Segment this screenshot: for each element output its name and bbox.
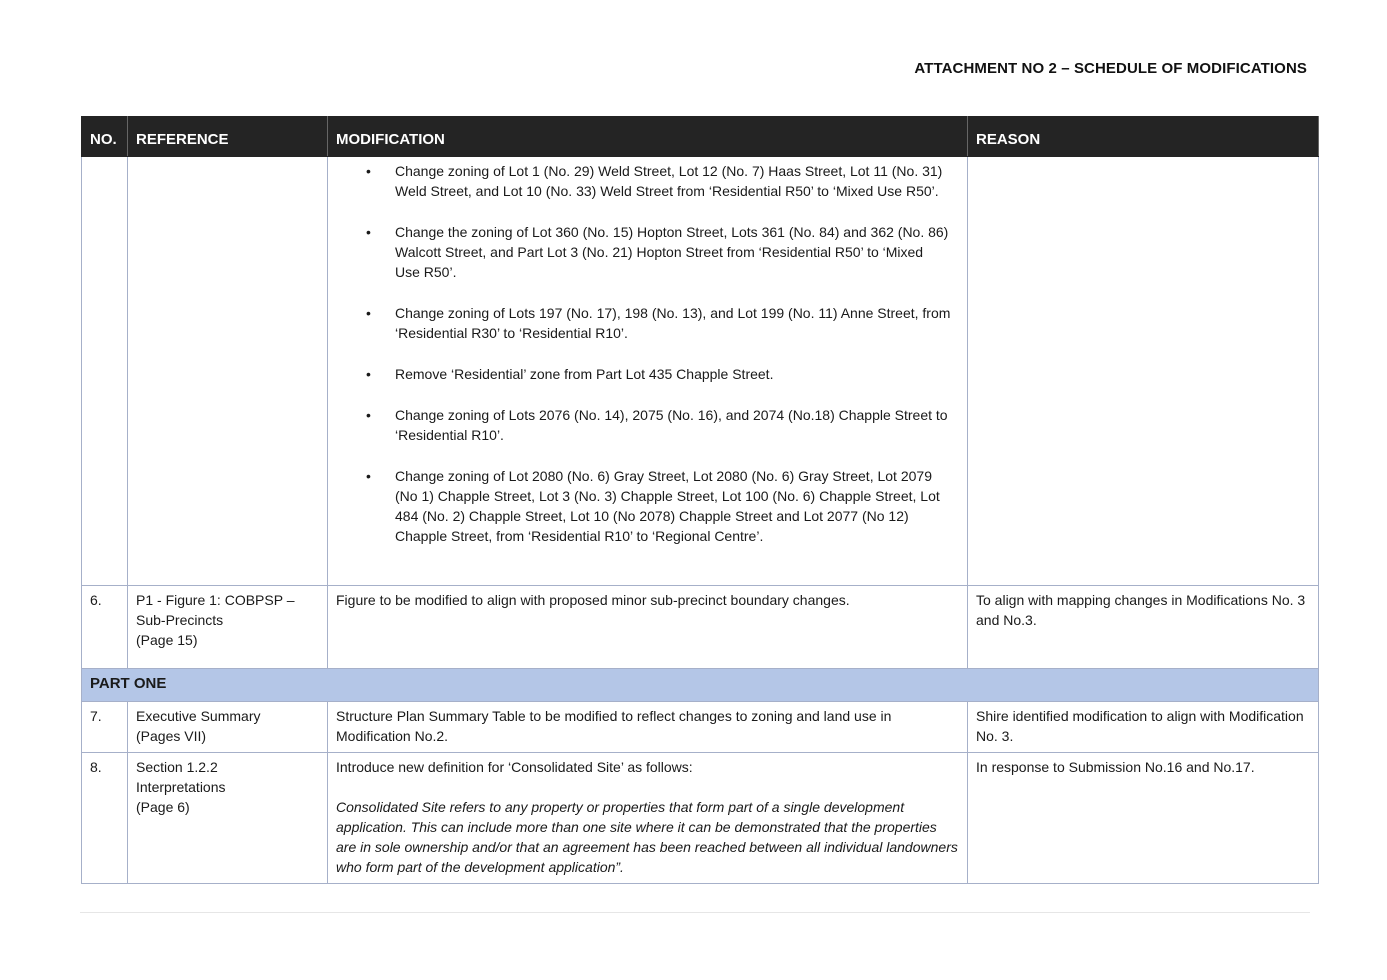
cell-modification: Structure Plan Summary Table to be modified to reflect changes to zoning and land use in Modification No.2. (328, 702, 968, 753)
cell-no: 6. (82, 586, 128, 669)
cell-reason: To align with mapping changes in Modifications No. 3 and No.3. (968, 586, 1319, 669)
reference-line: Executive Summary (136, 708, 261, 724)
reference-line: Section 1.2.2 (136, 759, 218, 775)
list-item: • Remove ‘Residential’ zone from Part Lot 435 Chapple Street. (366, 366, 774, 382)
cell-reason (968, 157, 1319, 586)
footer-divider (80, 912, 1310, 913)
cell-reference (128, 753, 328, 884)
modification-intro: Introduce new definition for ‘Consolidated Site’ as follows: (336, 759, 693, 775)
reference-line: (Pages VII) (136, 728, 207, 744)
cell-reference (128, 157, 328, 586)
column-header-no: NO. (82, 117, 128, 157)
list-item: • Change zoning of Lot 1 (No. 29) Weld Street, Lot 12 (No. 7) Haas Street, Lot 11 (No. 31) Weld Street, and Lot 10 (No. 33) Weld Street from ‘Residential R50’ to ‘Mixed Use R50’. (366, 163, 943, 199)
reference-line: (Page 6) (136, 799, 190, 815)
list-item: • Change zoning of Lots 2076 (No. 14), 2075 (No. 16), and 2074 (No.18) Chapple Street to ‘Residential R10’. (366, 407, 948, 443)
cell-no: 7. (82, 702, 128, 753)
section-label: PART ONE (82, 669, 1319, 702)
table-row-7 (82, 702, 1319, 753)
cell-reference (128, 702, 328, 753)
reference-line: (Page 15) (136, 632, 198, 648)
cell-modification: Figure to be modified to align with proposed minor sub-precinct boundary changes. (328, 586, 968, 669)
list-item: • Change zoning of Lot 2080 (No. 6) Gray Street, Lot 2080 (No. 6) Gray Street, Lot 2079 (No 1) Chapple Street, Lot 3 (No. 3) Chapple Street, Lot 100 (No. 6) Chapple Street, Lot 484 (No. 2) Chapple Street, Lot 10 (No 2078) Chapple Street and Lot 2077 (No 12) Chapple Street, from ‘Residential R10’ to ‘Regional Centre’. (366, 468, 940, 544)
modification-bullet-list (336, 161, 959, 546)
column-header-reference: REFERENCE (128, 117, 328, 157)
cell-modification (328, 157, 968, 586)
consolidated-site-definition: Consolidated Site refers to any property or properties that form part of a single development application. This can include more than one site where it can be demonstrated that the properties are in sole ownership and/or that an agreement has been reached between all individual landowners who form part of the development application”. (336, 799, 958, 875)
cell-reason: In response to Submission No.16 and No.17. (968, 753, 1319, 884)
column-header-reason: REASON (968, 117, 1319, 157)
cell-reason: Shire identified modification to align with Modification No. 3. (968, 702, 1319, 753)
cell-reference (128, 586, 328, 669)
document-title: ATTACHMENT NO 2 – SCHEDULE OF MODIFICATIONS (914, 60, 1307, 77)
cell-no: 8. (82, 753, 128, 884)
reference-line: P1 - Figure 1: COBPSP – (136, 592, 295, 608)
table-header-row (82, 117, 1319, 157)
table-row-8 (82, 753, 1319, 884)
table-row-continued (82, 157, 1319, 586)
cell-no (82, 157, 128, 586)
list-item: • Change the zoning of Lot 360 (No. 15) Hopton Street, Lots 361 (No. 84) and 362 (No. 86) Walcott Street, and Part Lot 3 (No. 21) Hopton Street from ‘Residential R50’ to ‘Mixed Use R50’. (366, 224, 949, 280)
reference-line: Sub-Precincts (136, 612, 224, 628)
table-row-6 (82, 586, 1319, 669)
column-header-modification: MODIFICATION (328, 117, 968, 157)
cell-modification (328, 753, 968, 884)
list-item: • Change zoning of Lots 197 (No. 17), 198 (No. 13), and Lot 199 (No. 11) Anne Street, from ‘Residential R30’ to ‘Residential R10’. (366, 305, 951, 341)
reference-line: Interpretations (136, 779, 226, 795)
schedule-table (81, 116, 1319, 884)
section-row-part-one (82, 669, 1319, 702)
